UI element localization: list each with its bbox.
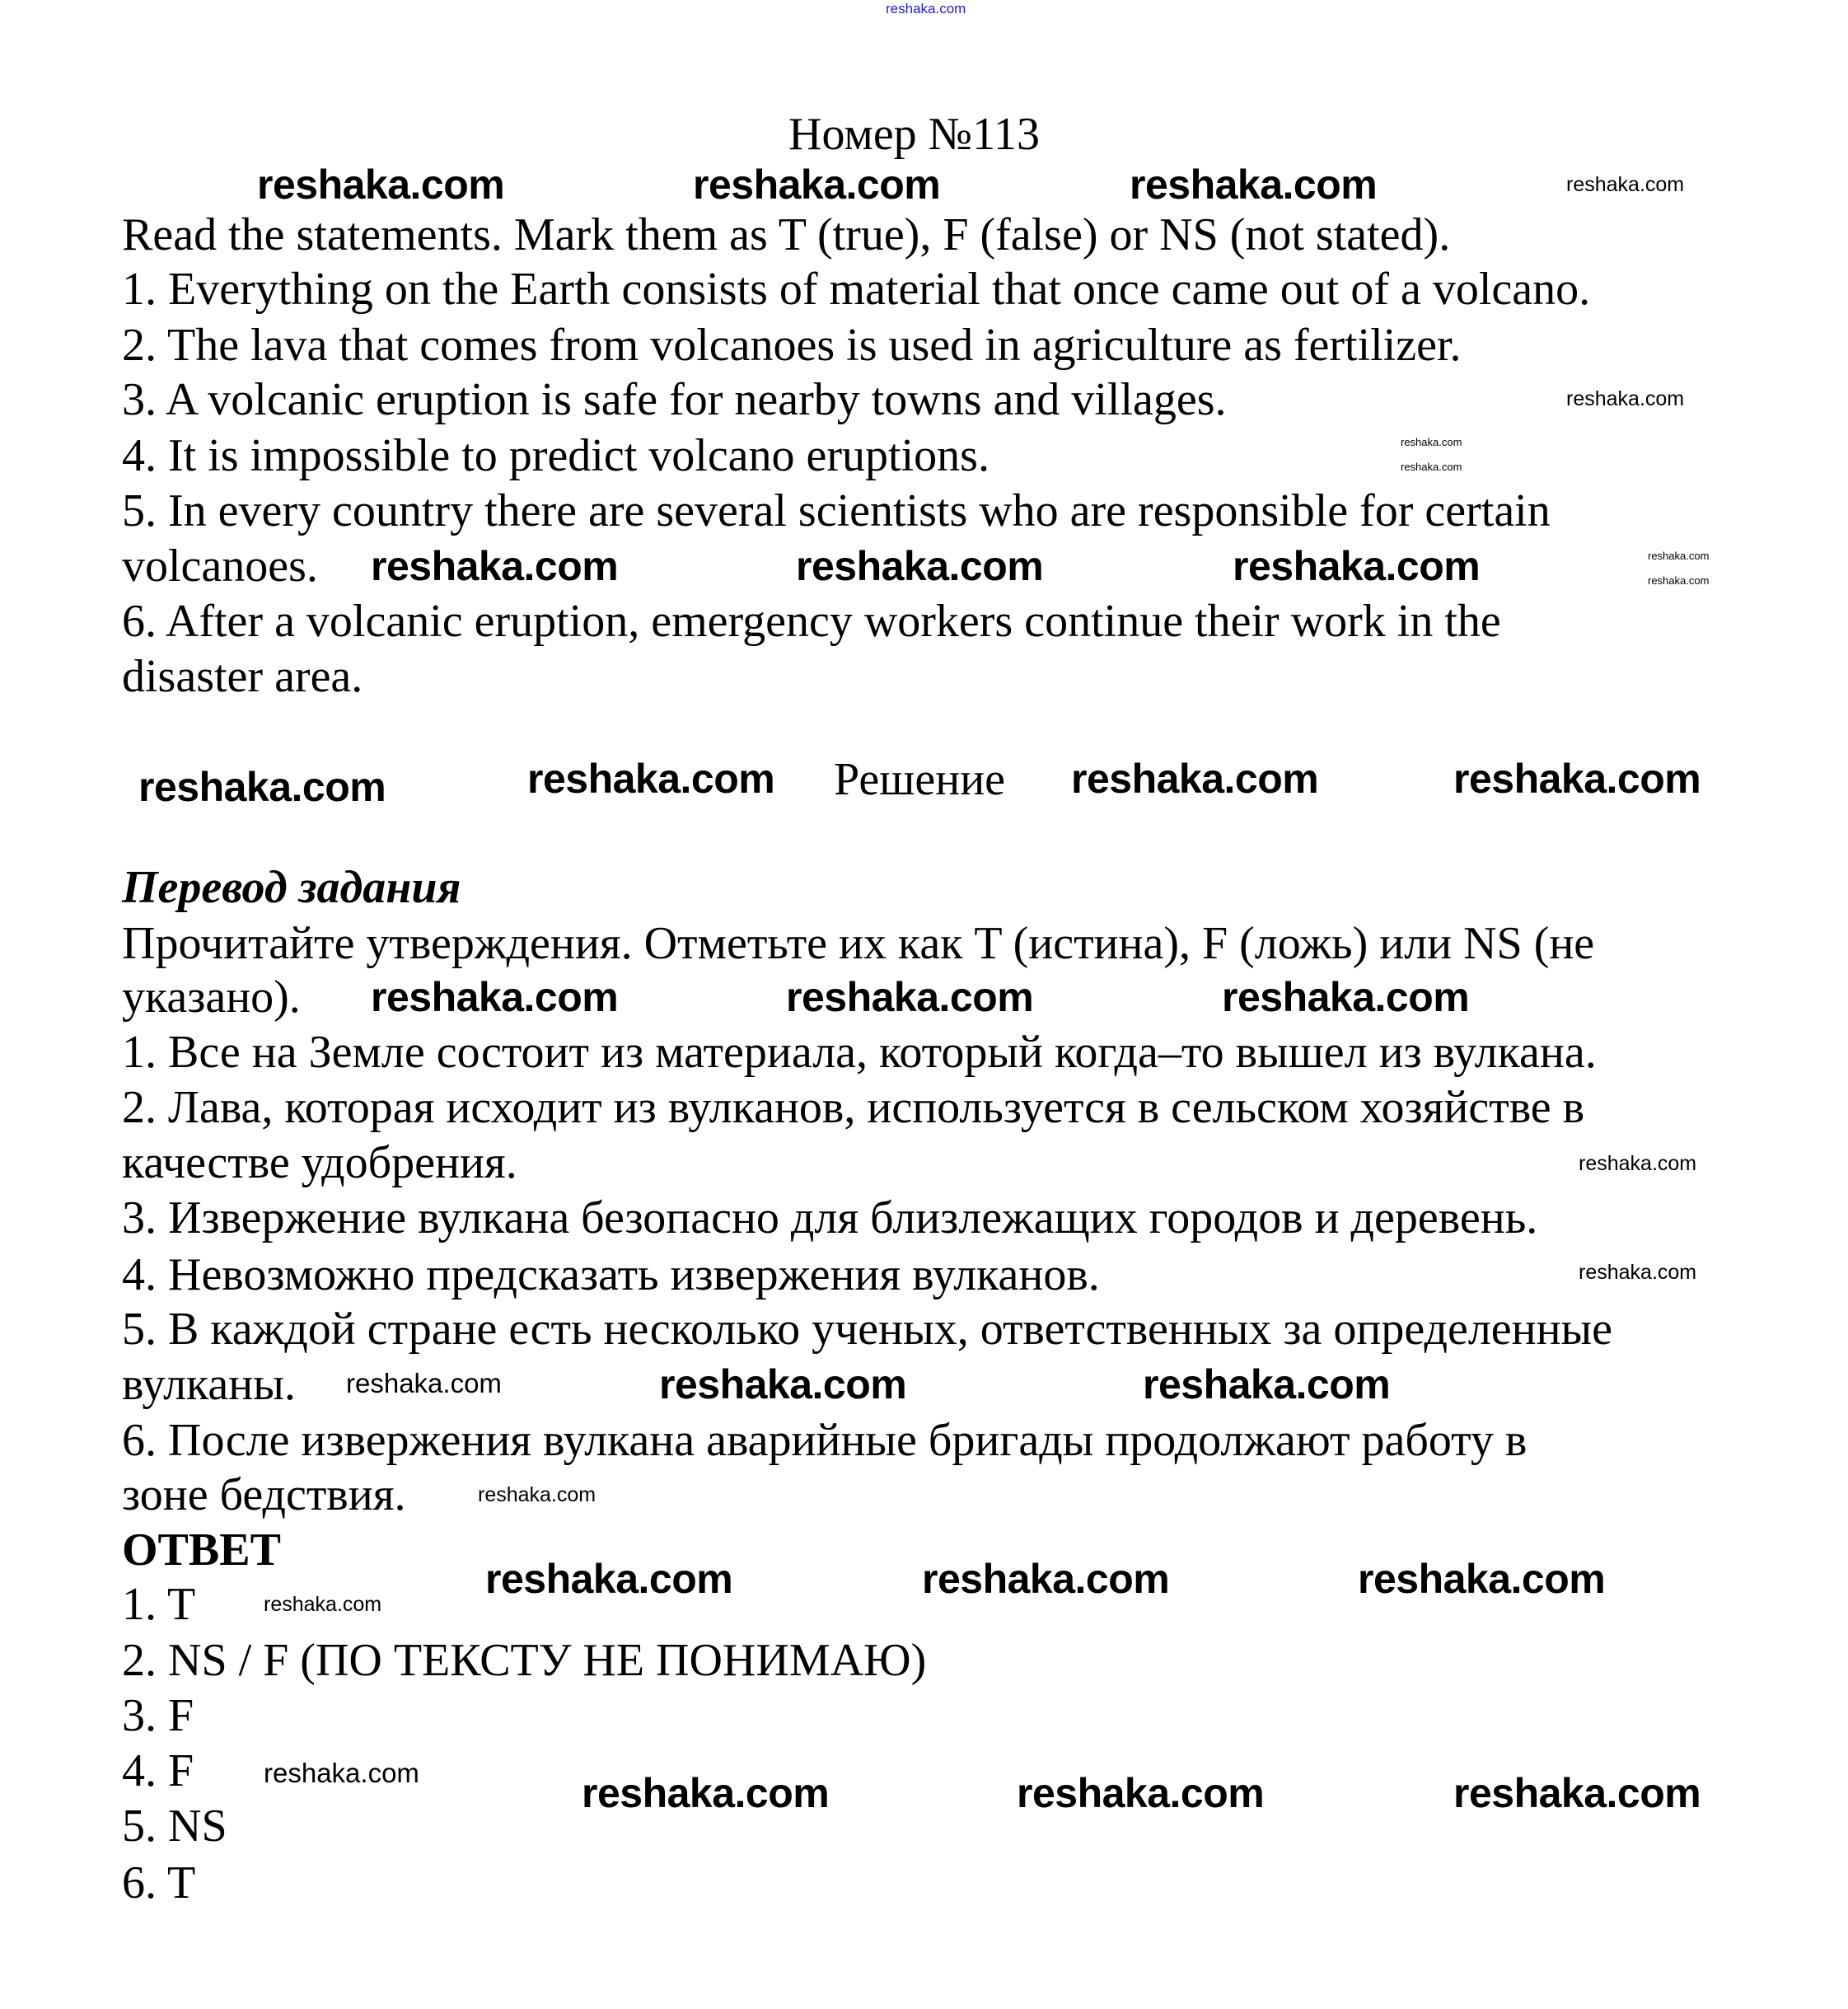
watermark: reshaka.com (138, 764, 386, 810)
watermark: reshaka.com (1579, 1152, 1697, 1175)
translation-line: 1. Все на Земле состоит из материала, который когда–то вышел из вулкана. (122, 1027, 1597, 1078)
answer-item: 3. F (122, 1690, 194, 1741)
watermark: reshaka.com (1358, 1556, 1606, 1602)
watermark: reshaka.com (1648, 550, 1710, 562)
watermark: reshaka.com (1143, 1361, 1391, 1407)
translation-line: 4. Невозможно предсказать извержения вулканов. (122, 1249, 1100, 1300)
watermark: reshaka.com (257, 162, 505, 208)
watermark: reshaka.com (659, 1361, 907, 1407)
solution-heading: Решение (834, 754, 1006, 805)
translation-line: качестве удобрения. (122, 1137, 517, 1188)
watermark: reshaka.com (371, 974, 619, 1020)
watermark: reshaka.com (1071, 756, 1319, 802)
watermark: reshaka.com (1222, 974, 1470, 1020)
watermark: reshaka.com (693, 162, 941, 208)
answer-item: 2. NS / F (ПО ТЕКСТУ НЕ ПОНИМАЮ) (122, 1635, 927, 1686)
watermark: reshaka.com (1401, 436, 1462, 448)
translation-line: 3. Извержение вулкана безопасно для близлежащих городов и деревень. (122, 1192, 1538, 1243)
watermark: reshaka.com (346, 1368, 502, 1398)
task-line: disaster area. (122, 651, 363, 702)
answer-heading: ОТВЕТ (122, 1524, 281, 1576)
task-line: 4. It is impossible to predict volcano eruptions. (122, 430, 989, 481)
task-line: 1. Everything on the Earth consists of material that once came out of a volcano. (122, 264, 1591, 315)
watermark: reshaka.com (786, 974, 1034, 1020)
answer-item: 1. T (122, 1579, 196, 1630)
answer-item: 5. NS (122, 1801, 227, 1852)
task-line: 3. A volcanic eruption is safe for nearby towns and villages. (122, 374, 1227, 425)
task-line: 2. The lava that comes from volcanoes is used in agriculture as fertilizer. (122, 320, 1462, 371)
site-link[interactable]: reshaka.com (886, 1, 966, 16)
watermark: reshaka.com (264, 1758, 419, 1788)
watermark: reshaka.com (1566, 387, 1685, 410)
watermark: reshaka.com (922, 1556, 1170, 1602)
answer-item: 6. T (122, 1857, 196, 1908)
task-instruction: Read the statements. Mark them as T (true), F (false) or NS (not stated). (122, 209, 1451, 260)
watermark: reshaka.com (1401, 461, 1462, 473)
translation-line: зоне бедствия. (122, 1469, 406, 1520)
watermark: reshaka.com (1130, 162, 1378, 208)
answer-item: 4. F (122, 1745, 194, 1796)
translation-line: 2. Лава, которая исходит из вулканов, используется в сельском хозяйстве в (122, 1082, 1585, 1133)
translation-line: указано). (122, 972, 301, 1023)
watermark: reshaka.com (527, 756, 775, 802)
watermark: reshaka.com (1233, 543, 1481, 589)
watermark: reshaka.com (1017, 1770, 1265, 1816)
watermark: reshaka.com (1648, 574, 1710, 587)
watermark: reshaka.com (1453, 756, 1701, 802)
watermark: reshaka.com (582, 1770, 830, 1816)
translation-line: 6. После извержения вулкана аварийные бригады продолжают работу в (122, 1415, 1528, 1466)
translation-heading: Перевод задания (122, 862, 461, 913)
watermark: reshaka.com (264, 1593, 382, 1616)
watermark: reshaka.com (485, 1556, 733, 1602)
watermark: reshaka.com (478, 1483, 597, 1506)
page-title: Номер №113 (788, 109, 1041, 160)
watermark: reshaka.com (1453, 1770, 1701, 1816)
translation-line: вулканы. (122, 1359, 296, 1410)
watermark: reshaka.com (1566, 173, 1685, 196)
task-line: 5. In every country there are several scientists who are responsible for certain (122, 485, 1551, 536)
watermark: reshaka.com (371, 543, 619, 589)
task-line: 6. After a volcanic eruption, emergency workers continue their work in the (122, 596, 1501, 647)
translation-line: 5. В каждой стране есть несколько ученых, ответственных за определенные (122, 1304, 1613, 1355)
translation-line: Прочитайте утверждения. Отметьте их как T (истина), F (ложь) или NS (не (122, 918, 1595, 969)
watermark: reshaka.com (1579, 1261, 1697, 1284)
task-line: volcanoes. (122, 541, 318, 592)
watermark: reshaka.com (796, 543, 1044, 589)
